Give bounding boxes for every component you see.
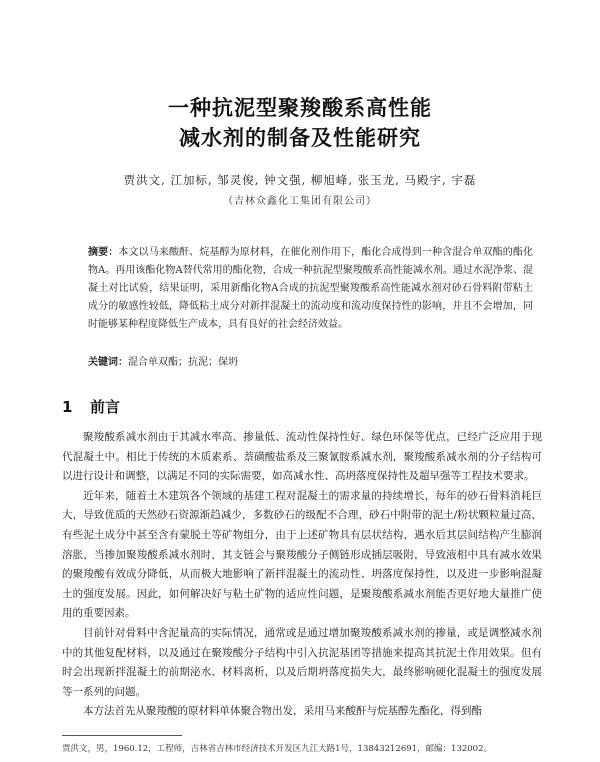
author-list: 贾洪文, 江加标, 邹灵俊, 钟文强, 柳旭峰, 张玉龙, 马殿宇, 宇磊 [123,173,477,187]
keywords-label: 关键词： [88,357,128,368]
body-paragraph-4: 本方法首先从聚羧酸的原材料单体聚合物出发，采用马来酸酐与烷基醇先酯化，得到酯 [83,705,482,718]
body-paragraph-3: 目前针对骨料中含泥量高的实际情况，通常或是通过增加聚羧酸系减水剂的掺量，或是调整减水剂中的其他复配材料，以及通过在聚羧酸分子结构中引入抗泥基团等措施来提高其抗泥土作用效果。但有时会出现新拌混凝土的前期泌水、材料离析，以及后期坍落度损失大，最终影响硬化混凝土的强度发展等一系列的问题。 [62,626,542,698]
section-heading [62,396,120,417]
paper-title-line-2: 减水剂的制备及性能研究 [179,126,421,150]
body-paragraph-1: 聚羧酸系减水剂由于其减水率高、掺量低、流动性保持性好、绿色环保等优点，已经广泛应用于现代混凝土中。相比于传统的木质素系、萘磺酸盐系及三聚氰胺系减水剂，聚羧酸系减水剂的分子结构可以进行设计和调整，以满足不同的实际需要，如高减水性、高坍落度保持性及超早强等工程技术要求。 [62,431,542,483]
affiliation: （吉林众鑫化工集团有限公司） [223,196,377,207]
keywords-text: 混合单双酯；抗泥；保坍 [128,357,238,368]
footnote-divider [62,735,182,736]
abstract-text: 本文以马来酸酐、烷基醇为原材料，在催化剂作用下，酯化合成得到一种含混合单双酯的酯化物A。再用该酯化物A替代常用的酯化物，合成一种抗泥型聚羧酸系高性能减水剂。通过水泥净浆、混凝土对比试验，结果证明，采用新酯化物A合成的抗泥型聚羧酸系高性能减水剂对砂石骨料附带粘土成分的敏感性较低，降低粘土成分对新拌混凝土的流动度和流动度保持性的影响，并且不会增加，同时能够某种程度降低生产成本，具有良好的社会经济效益。 [88,247,534,330]
body-paragraph-2: 近年来，随着土木建筑各个领域的基建工程对混凝土的需求量的持续增长，每年的砂石骨料消耗巨大，导致优质的天然砂石资源渐趋减少，多数砂石的级配不合理，砂石中附带的泥土/粉状颗粒量过高，有些泥土成分中甚至含有蒙脱土等矿物组分，由于上述矿物具有层状结构，遇水后其层间结构产生膨润溶胀，当掺加聚羧酸系减水剂时，其支链会与聚羧酸分子侧链形成插层吸附，导致液相中具有减水效果的聚羧酸有效成分降低，从而极大地影响了新拌混凝土的流动性、坍落度保持性，以及进一步影响混凝土的强度发展。因此，如何解决好与粘土矿物的适应性问题，是聚羧酸系减水剂能否更好地大量推广使用的重要因素。 [62,489,542,620]
abstract-block [88,244,533,334]
section-number: 1 [62,398,73,416]
section-title: 前言 [90,398,121,416]
body-text [62,428,542,722]
keywords-block [88,354,533,372]
abstract-label: 摘要： [88,247,119,258]
paper-title-line-1: 一种抗泥型聚羧酸系高性能 [168,96,432,120]
footnote: 贾洪文，男，1960.12，工程师，吉林省吉林市经济技术开发区九江大路1号，13843212691，邮编：132002。 [62,744,492,754]
